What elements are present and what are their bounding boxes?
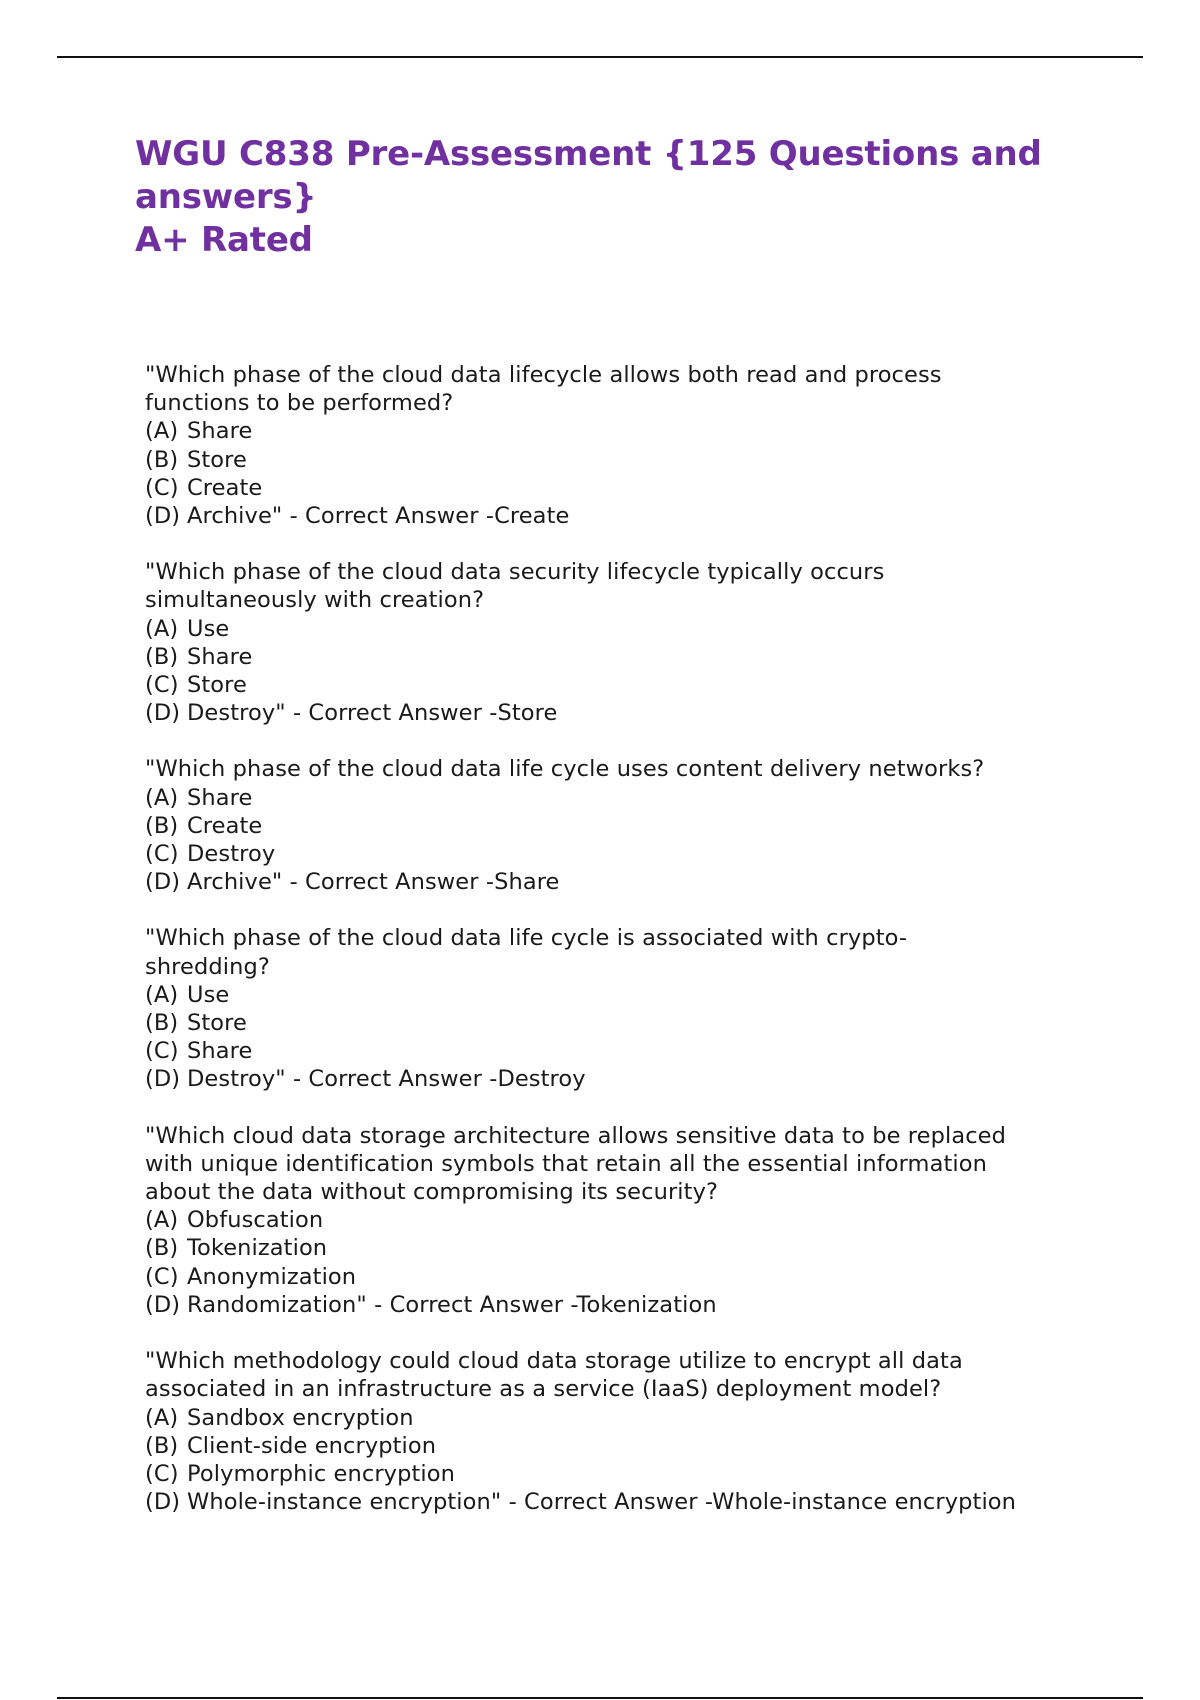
top-rule [57, 56, 1143, 58]
answer-option [145, 417, 1105, 445]
option-text: Obfuscation [187, 1207, 324, 1234]
option-text: Share [187, 418, 253, 445]
question-list [145, 361, 1105, 1544]
option-letter: (D) [145, 700, 181, 727]
option-text: Share [187, 643, 253, 670]
question-text-line: associated in an infrastructure as a service (IaaS) deployment model? [145, 1376, 942, 1403]
answer-option [145, 868, 1105, 896]
answer-option [145, 1009, 1105, 1037]
option-text: Share [187, 1038, 253, 1065]
option-text: Destroy" - Correct Answer -Store [187, 700, 558, 727]
option-text: Client-side encryption [187, 1432, 437, 1459]
option-text: Randomization" - Correct Answer -Tokenization [187, 1291, 717, 1318]
option-letter: (D) [145, 1489, 181, 1516]
question-text-line: "Which phase of the cloud data security lifecycle typically occurs [145, 559, 885, 586]
question-block [145, 1347, 1105, 1516]
answer-option [145, 699, 1105, 727]
option-text: Destroy" - Correct Answer -Destroy [187, 1066, 586, 1093]
answer-option [145, 840, 1105, 868]
option-letter: (B) [145, 1010, 179, 1037]
option-text: Use [187, 981, 230, 1008]
question-text-line: about the data without compromising its security? [145, 1179, 719, 1206]
question-text-line: simultaneously with creation? [145, 587, 485, 614]
question-block [145, 1122, 1105, 1319]
option-letter: (C) [145, 841, 179, 868]
title-line: WGU C838 Pre-Assessment {125 Questions and answers} [135, 134, 1042, 217]
option-letter: (A) [145, 1404, 179, 1431]
option-letter: (D) [145, 503, 181, 530]
option-letter: (D) [145, 1291, 181, 1318]
answer-option [145, 1488, 1105, 1516]
option-letter: (C) [145, 1460, 179, 1487]
option-text: Whole-instance encryption" - Correct Answer -Whole-instance encryption [187, 1489, 1017, 1516]
option-text: Store [187, 1010, 247, 1037]
question-text-line: "Which phase of the cloud data lifecycle allows both read and process [145, 362, 942, 388]
option-text: Polymorphic encryption [187, 1460, 455, 1487]
question-text-line: functions to be performed? [145, 390, 454, 417]
option-text: Store [187, 672, 247, 699]
option-text: Destroy [187, 841, 276, 868]
option-letter: (B) [145, 1432, 179, 1459]
answer-option [145, 1263, 1105, 1291]
question-text-line: with unique identification symbols that retain all the essential information [145, 1150, 987, 1177]
answer-option [145, 643, 1105, 671]
bottom-rule [57, 1697, 1143, 1699]
question-block [145, 755, 1105, 896]
option-text: Use [187, 615, 230, 642]
option-letter: (C) [145, 1263, 179, 1290]
option-letter: (A) [145, 615, 179, 642]
answer-option [145, 981, 1105, 1009]
question-text-line: "Which phase of the cloud data life cycle is associated with crypto- [145, 925, 908, 952]
option-letter: (D) [145, 869, 181, 896]
option-letter: (B) [145, 1235, 179, 1262]
option-text: Tokenization [187, 1235, 328, 1262]
option-letter: (C) [145, 672, 179, 699]
option-text: Archive" - Correct Answer -Share [187, 869, 560, 896]
option-letter: (B) [145, 643, 179, 670]
option-text: Sandbox encryption [187, 1404, 414, 1431]
answer-option [145, 1460, 1105, 1488]
answer-option [145, 812, 1105, 840]
answer-option [145, 474, 1105, 502]
question-block [145, 361, 1105, 530]
option-letter: (C) [145, 1038, 179, 1065]
question-text-line: "Which phase of the cloud data life cycle uses content delivery networks? [145, 756, 985, 783]
answer-option [145, 784, 1105, 812]
answer-option [145, 615, 1105, 643]
question-text-line: shredding? [145, 953, 270, 980]
option-letter: (D) [145, 1066, 181, 1093]
answer-option [145, 1432, 1105, 1460]
question-text-line: "Which methodology could cloud data storage utilize to encrypt all data [145, 1348, 963, 1375]
question-block [145, 924, 1105, 1093]
question-block [145, 558, 1105, 727]
option-text: Store [187, 446, 247, 473]
question-text-line: "Which cloud data storage architecture allows sensitive data to be replaced [145, 1122, 1007, 1149]
answer-option [145, 502, 1105, 530]
answer-option [145, 1234, 1105, 1262]
option-letter: (A) [145, 981, 179, 1008]
option-letter: (A) [145, 784, 179, 811]
document-title [135, 133, 1115, 262]
option-letter: (B) [145, 446, 179, 473]
answer-option [145, 671, 1105, 699]
option-text: Create [187, 812, 263, 839]
answer-option [145, 1404, 1105, 1432]
option-letter: (B) [145, 812, 179, 839]
option-letter: (A) [145, 418, 179, 445]
option-text: Create [187, 474, 263, 501]
option-text: Archive" - Correct Answer -Create [187, 503, 570, 530]
answer-option [145, 1065, 1105, 1093]
option-letter: (C) [145, 474, 179, 501]
answer-option [145, 446, 1105, 474]
title-line: A+ Rated [135, 220, 313, 260]
answer-option [145, 1206, 1105, 1234]
option-letter: (A) [145, 1207, 179, 1234]
answer-option [145, 1037, 1105, 1065]
answer-option [145, 1291, 1105, 1319]
option-text: Share [187, 784, 253, 811]
option-text: Anonymization [187, 1263, 357, 1290]
